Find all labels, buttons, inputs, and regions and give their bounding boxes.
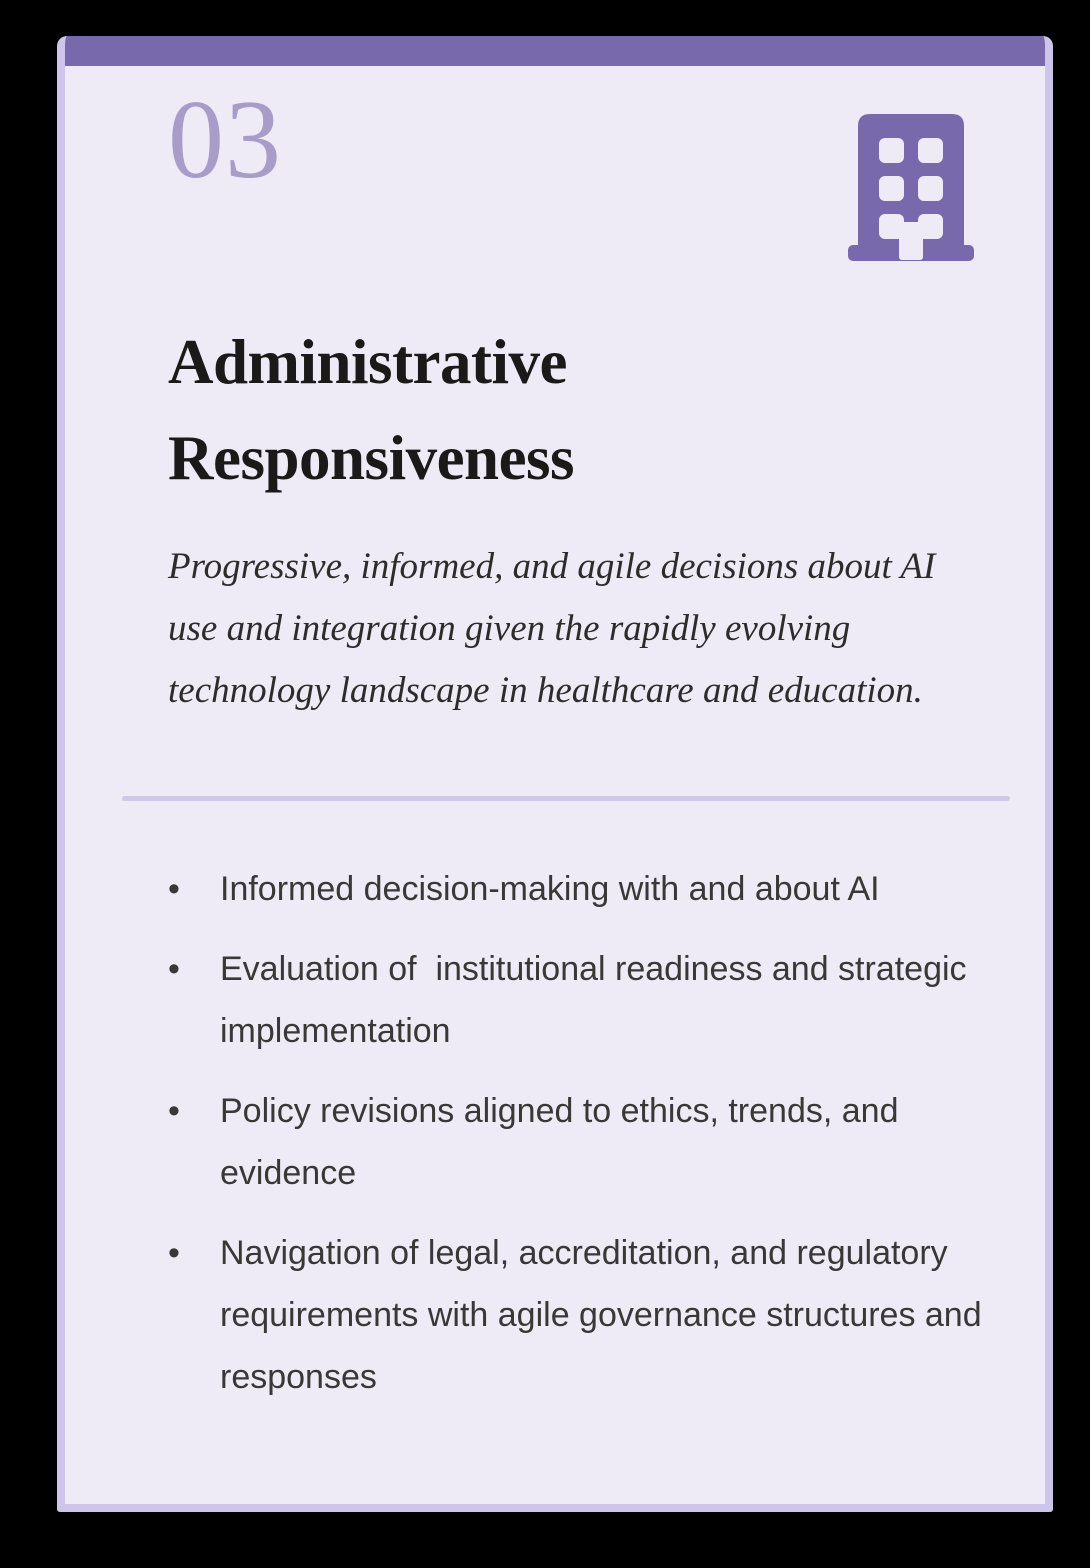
- card-content: [65, 66, 1045, 1504]
- bullet-marker-icon: •: [168, 950, 180, 988]
- list-item-label: Evaluation of institutional readiness and strategic implementation: [220, 950, 977, 1050]
- card-header: [65, 66, 1045, 271]
- card-subtitle: Progressive, informed, and agile decisions about AI use and integration given the rapidly evolving technology landscape in healthcare and education.: [168, 546, 936, 711]
- bullet-marker-icon: •: [168, 870, 180, 908]
- list-item-label: Policy revisions aligned to ethics, trends, and evidence: [220, 1092, 908, 1192]
- bullet-marker-icon: •: [168, 1092, 180, 1130]
- list-item: [160, 858, 1010, 920]
- feature-bullet-list: [160, 858, 1010, 1426]
- list-item-label: Navigation of legal, accreditation, and regulatory requirements with agile governance structures and responses: [220, 1234, 992, 1396]
- list-item: [160, 938, 1010, 1062]
- step-number: 03: [168, 78, 282, 202]
- section-divider: [122, 796, 1010, 801]
- list-item: [160, 1080, 1010, 1204]
- list-item: [160, 1222, 1010, 1408]
- bullet-marker-icon: •: [168, 1234, 180, 1272]
- content-card: [57, 36, 1053, 1512]
- card-accent-topbar: [57, 36, 1053, 66]
- page-title: Administrative Responsiveness: [168, 327, 575, 493]
- list-item-label: Informed decision-making with and about AI: [220, 870, 880, 908]
- building-icon: [848, 110, 974, 264]
